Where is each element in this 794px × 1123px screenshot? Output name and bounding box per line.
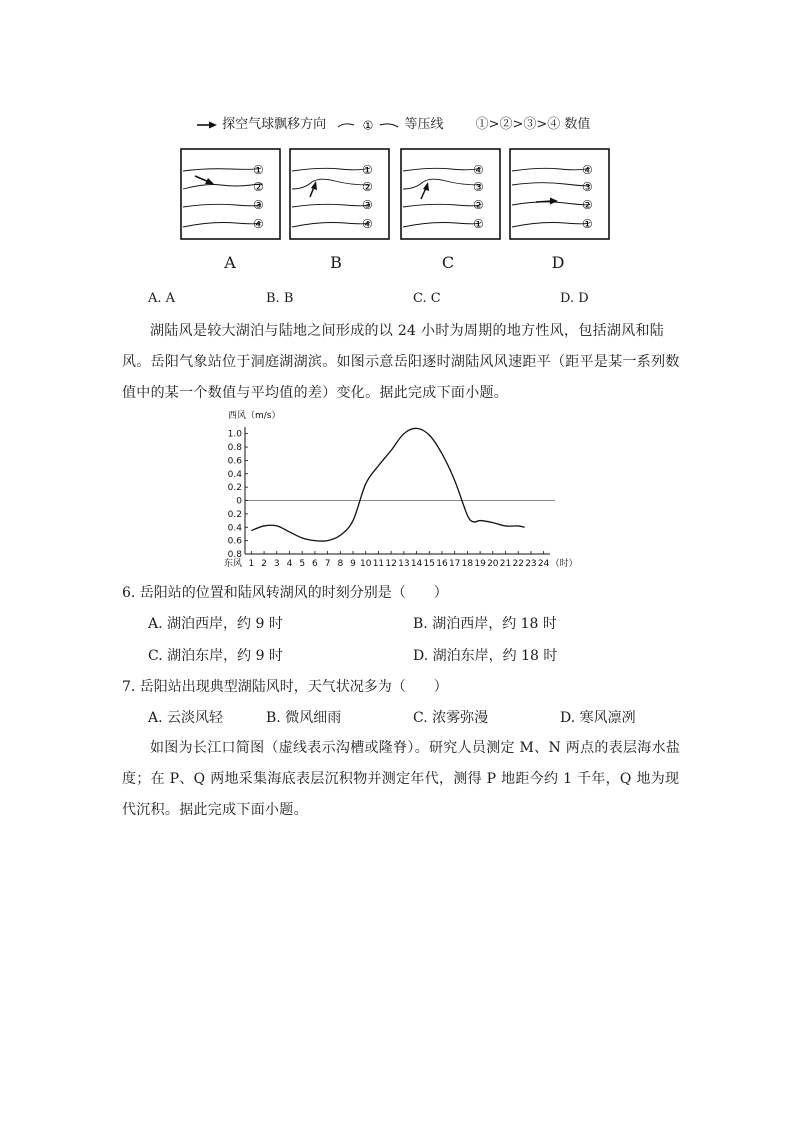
isobar-label: ①: [582, 217, 593, 231]
panel-label-c: C: [441, 253, 455, 272]
y-tick-label: 0.4: [227, 523, 242, 534]
balloon-drift-arrow-icon: [536, 198, 558, 205]
y-tick-label: 1.0: [227, 429, 242, 440]
q7-option-d[interactable]: D. 寒风凛冽: [560, 710, 636, 726]
panel-a: [181, 149, 280, 239]
isobar-label: ②: [253, 180, 264, 194]
q6-option-b[interactable]: B. 湖泊西岸，约 18 时: [413, 616, 557, 632]
isobar-label: ③: [582, 180, 593, 194]
q6-option-a[interactable]: A. 湖泊西岸，约 9 时: [148, 616, 283, 632]
passage-lake-land-breeze: [122, 316, 682, 409]
isobar-label: ④: [362, 217, 373, 231]
y-tick-label: 0.2: [227, 483, 242, 494]
q6-option-d[interactable]: D. 湖泊东岸，约 18 时: [413, 648, 558, 664]
q7-option-a[interactable]: A. 云淡风轻: [148, 710, 224, 726]
isobar-sample-icon: [336, 118, 400, 132]
y-tick-label: 0.6: [227, 456, 242, 467]
legend-line-text: 等压线: [404, 117, 444, 132]
x-tick-label: 18: [461, 559, 474, 569]
x-tick-label: 24: [537, 559, 550, 569]
isobar-label: ④: [582, 163, 593, 177]
isobar-label: ④: [253, 217, 264, 231]
y-tick-label: 0.8: [227, 550, 242, 560]
isobar-label: ①: [253, 163, 264, 177]
isobar-label: ①: [362, 163, 373, 177]
legend-arrow-text: 探空气球飘移方向: [222, 117, 327, 132]
panel-d: [510, 149, 609, 239]
x-tick-label: 22: [512, 559, 524, 569]
x-tick-label: 16: [436, 559, 448, 569]
isobar-label: ③: [362, 198, 373, 212]
isobar-label: ③: [253, 198, 264, 212]
q5-option-c[interactable]: C. C: [413, 291, 441, 306]
y-tick-label: 0.2: [227, 509, 242, 520]
isobar-label: ①: [473, 217, 484, 231]
panel-b: [290, 149, 389, 239]
x-tick-label: 21: [499, 559, 512, 569]
isobar-label: ③: [473, 180, 484, 194]
legend-order-text: ①>②>③>④ 数值: [475, 117, 591, 132]
balloon-drift-arrow-icon: [310, 181, 317, 197]
wind-anomaly-chart: [220, 408, 580, 573]
x-tick-label: 13: [398, 559, 410, 569]
isobar-label: ④: [473, 163, 484, 177]
passage-1-text: 湖陆风是较大湖泊与陆地之间形成的以 24 小时为周期的地方性风，包括湖风和陆风。岳阳气象站位于洞庭湖湖滨。如图示意岳阳逐时湖陆风风速距平（距平是某一系列数值中的某一个数值与平均值的差）变化。据此完成下面小题。: [122, 323, 680, 401]
q6-option-c[interactable]: C. 湖泊东岸，约 9 时: [148, 648, 283, 664]
x-tick-label: 8: [337, 559, 344, 569]
panel-label-d: D: [551, 253, 565, 272]
y-axis-bottom-label: 东风: [224, 559, 243, 569]
panel-label-b: B: [330, 253, 342, 272]
x-tick-label: 14: [410, 559, 423, 569]
x-tick-label: 15: [423, 559, 435, 569]
y-tick-label: 0: [236, 496, 242, 507]
x-tick-label: 6: [312, 559, 318, 569]
y-tick-label: 0.8: [227, 443, 242, 454]
x-tick-label: 3: [273, 559, 280, 569]
isobar-panels: [178, 146, 614, 244]
x-tick-label: 4: [286, 559, 293, 569]
svg-text:①: ①: [362, 118, 374, 132]
y-axis-title: 西风（m/s）: [228, 411, 281, 421]
passage-yangtze-estuary: [122, 733, 682, 826]
x-tick-label: 7: [324, 559, 331, 569]
panel-label-a: A: [224, 253, 236, 272]
x-tick-label: 11: [372, 559, 385, 569]
passage-2-text: 如图为长江口简图（虚线表示沟槽或隆脊）。研究人员测定 M、N 两点的表层海水盐度；在 P、Q 两地采集海底表层沉积物并测定年代，测得 P 地距今约 1 千年，Q 地为现代沉积。据此完成下面小题。: [122, 740, 681, 818]
x-axis-title: （时）: [550, 559, 578, 569]
figure-legend: [196, 113, 590, 132]
arrow-icon: [196, 120, 218, 130]
x-tick-label: 17: [448, 559, 461, 569]
isobar-label: ②: [473, 198, 484, 212]
x-tick-label: 10: [360, 559, 372, 569]
panel-c: [401, 149, 500, 239]
x-tick-label: 5: [299, 559, 306, 569]
x-tick-label: 20: [487, 559, 499, 569]
q6-stem: 6. 岳阳站的位置和陆风转湖风的时刻分别是（ ）: [122, 585, 448, 601]
x-tick-label: 2: [261, 559, 267, 569]
q5-option-b[interactable]: B. B: [266, 291, 294, 306]
q7-stem: 7. 岳阳站出现典型湖陆风时，天气状况多为（ ）: [122, 679, 448, 695]
isobar-label: ②: [582, 198, 593, 212]
balloon-drift-arrow-icon: [195, 176, 214, 184]
q7-option-b[interactable]: B. 微风细雨: [266, 710, 342, 726]
isobar-label: ②: [362, 180, 373, 194]
x-tick-label: 23: [525, 559, 537, 569]
x-tick-label: 1: [248, 559, 255, 569]
q5-option-a[interactable]: A. A: [148, 291, 176, 306]
x-tick-label: 12: [385, 559, 397, 569]
x-tick-label: 9: [350, 559, 356, 569]
y-tick-label: 0.6: [227, 536, 242, 547]
q5-option-d[interactable]: D. D: [560, 291, 589, 306]
q7-option-c[interactable]: C. 浓雾弥漫: [413, 710, 489, 726]
y-tick-label: 0.4: [227, 469, 242, 480]
x-tick-label: 19: [474, 559, 486, 569]
balloon-drift-arrow-icon: [421, 182, 429, 199]
wind-anomaly-line: [251, 428, 524, 541]
